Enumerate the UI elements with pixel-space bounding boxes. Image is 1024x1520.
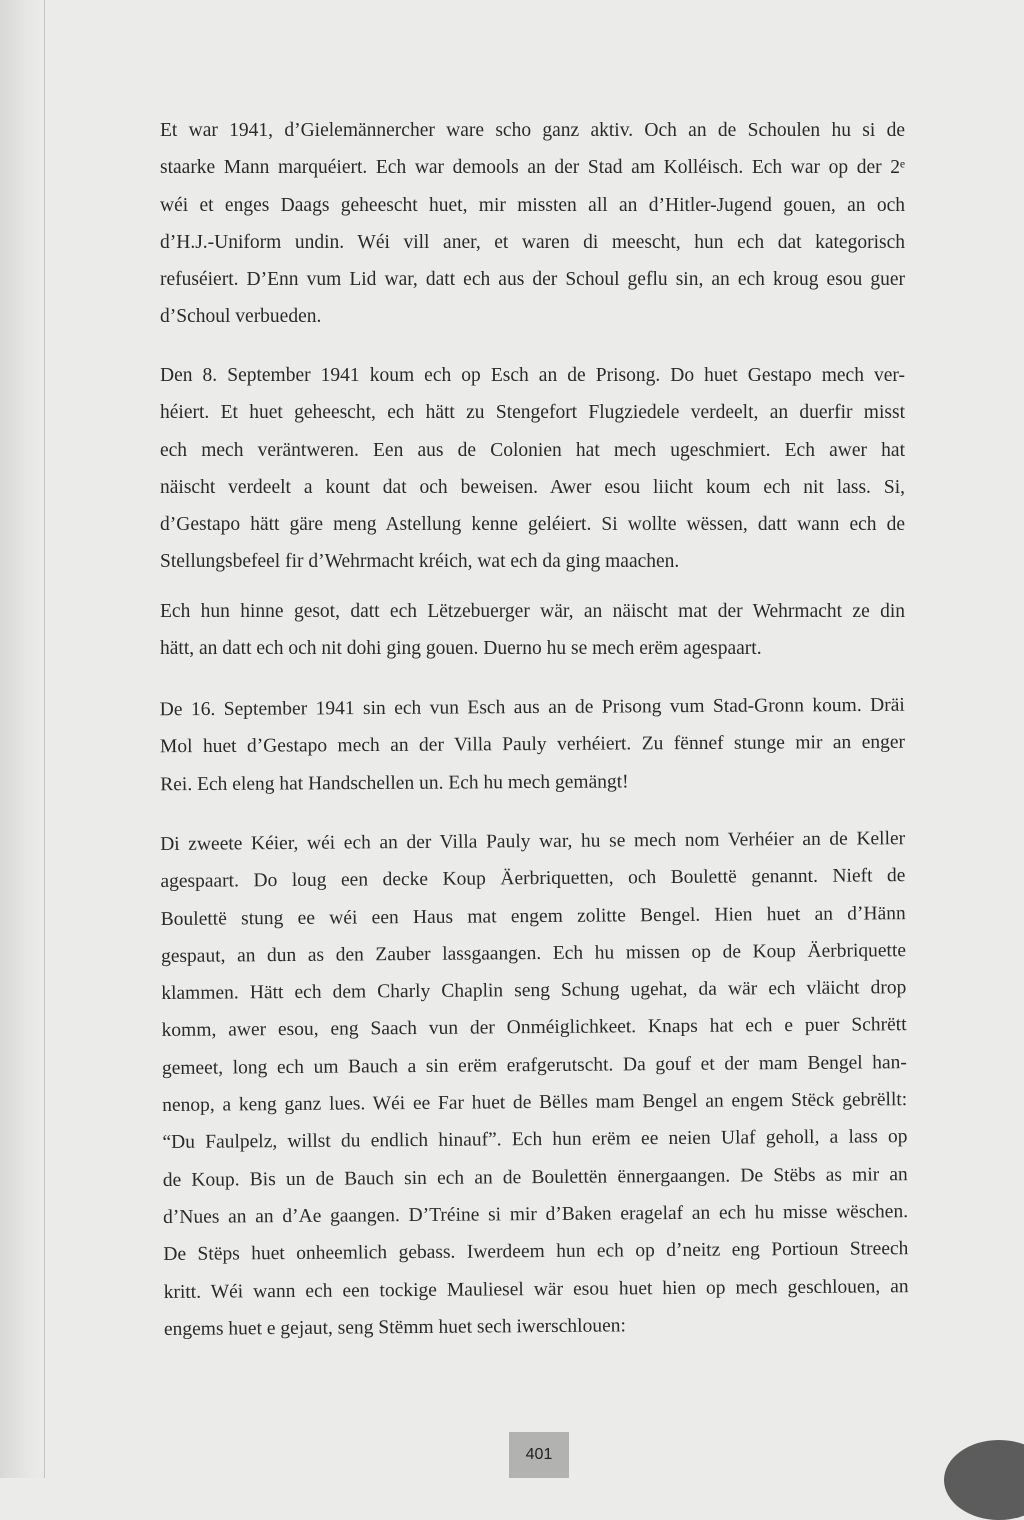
paragraph-4 [160,687,906,803]
text-line: Rei. Ech eleng hat Handschellen un. Ech hu mech gemängt! [160,771,629,795]
text-line: nenop, a keng ganz lues. Wéi ee Far huet de Bëlles mam Bengel an engem Stëck gebrëllt: [162,1089,908,1117]
text-line: agespaart. Do loug een decke Koup Äerbriquetten, och Boulettë genannt. Nieft de [160,865,906,893]
text-line: De Stëps huet onheemlich gebass. Iwerdeem hun ech op d’neitz eng Portioun Streech [163,1238,909,1266]
text-line: kritt. Wéi wann ech een tockige Mauliesel wär esou huet hien op mech geschlouen, an [163,1275,909,1303]
page-left-edge [0,0,48,1478]
page-gutter-line [44,0,45,1478]
text-line: héiert. Et huet geheescht, ech hätt zu Stengefort Flugziedele verdeelt, an duerfir misst [160,402,905,424]
text-line: Boulettë stung ee wéi een Haus mat engem zolitte Bengel. Hien huet an d’Hänn [160,902,906,930]
text-line: Stellungsbefeel fir d’Wehrmacht kréich, wat ech da ging maachen. [160,551,680,573]
text-line: d’Schoul verbueden. [160,306,322,328]
text-line: klammen. Hätt ech dem Charly Chaplin seng Schung ugehat, da wär ech vläicht drop [161,977,907,1005]
text-line: staarke Mann marquéiert. Ech war demools an der Stad am Kolléisch. Ech war op der 2ᵉ [160,157,905,179]
text-line: Et war 1941, d’Gielemännercher ware scho ganz aktiv. Och an de Schoulen hu si de [160,120,905,141]
paragraph-2 [160,357,905,581]
paragraph-3 [160,593,905,668]
text-line: Ech hun hinne gesot, datt ech Lëtzebuerger wär, an näischt mat der Wehrmacht ze din [160,601,905,622]
text-line: gespaut, an dun as den Zauber lassgaangen. Ech hu missen op de Koup Äerbriquette [160,940,907,967]
page-corner-shadow [944,1440,1024,1520]
text-line: gemeet, long ech um Bauch a sin erëm erafgerutscht. Da gouf et der mam Bengel han- [161,1051,907,1079]
text-line: näischt verdeelt a kount dat och beweisen. Awer esou liicht koum ech nit lass. Si, [160,476,905,498]
text-line: Mol huet d’Gestapo mech an der Villa Pauly verhéiert. Zu fënnef stunge mir an enger [159,732,906,758]
text-line: de Koup. Bis un de Bauch sin ech an de Boulettën ënnergaangen. De Stëbs as mir an [162,1163,908,1191]
text-line: Di zweete Kéier, wéi ech an der Villa Pauly war, hu se mech nom Verhéier an de Keller [160,828,906,855]
paragraph-5 [160,820,909,1348]
text-line: komm, awer esou, eng Saach vun der Onméiglichkeet. Knaps hat ech e puer Schrëtt [161,1014,907,1042]
text-line: “Du Faulpelz, willst du endlich hinauf”. Ech hun erëm ee neien Ulaf geholl, a lass op [162,1126,908,1154]
text-line: wéi et enges Daags geheescht huet, mir missten all an d’Hitler-Jugend gouen, an och [160,194,905,216]
page-number: 401 [509,1432,569,1478]
text-line: d’H.J.-Uniform undin. Wéi vill aner, et waren di meescht, hun ech dat kategorisch [160,231,905,253]
text-line: De 16. September 1941 sin ech vun Esch aus an de Prisong vum Stad-Gronn koum. Dräi [159,694,905,721]
text-line: ech mech veräntweren. Een aus de Colonien hat mech ugeschmiert. Ech awer hat [160,439,905,461]
paragraph-1 [160,112,905,336]
text-line: engems huet e gejaut, seng Stëmm huet sech iwerschlouen: [163,1315,626,1340]
text-line: d’Nues an an d’Ae gaangen. D’Tréine si mir d’Baken eragelaf an ech hu misse wëschen. [162,1201,909,1228]
text-line: hätt, an datt ech och nit dohi ging gouen. Duerno hu se mech erëm agespaart. [160,638,762,660]
text-line: Den 8. September 1941 koum ech op Esch an de Prisong. Do huet Gestapo mech ver- [160,365,905,386]
text-line: d’Gestapo hätt gäre meng Astellung kenne geléiert. Si wollte wëssen, datt wann ech de [160,514,905,536]
text-line: refuséiert. D’Enn vum Lid war, datt ech aus der Schoul geflu sin, an ech kroug esou guer [160,269,905,291]
